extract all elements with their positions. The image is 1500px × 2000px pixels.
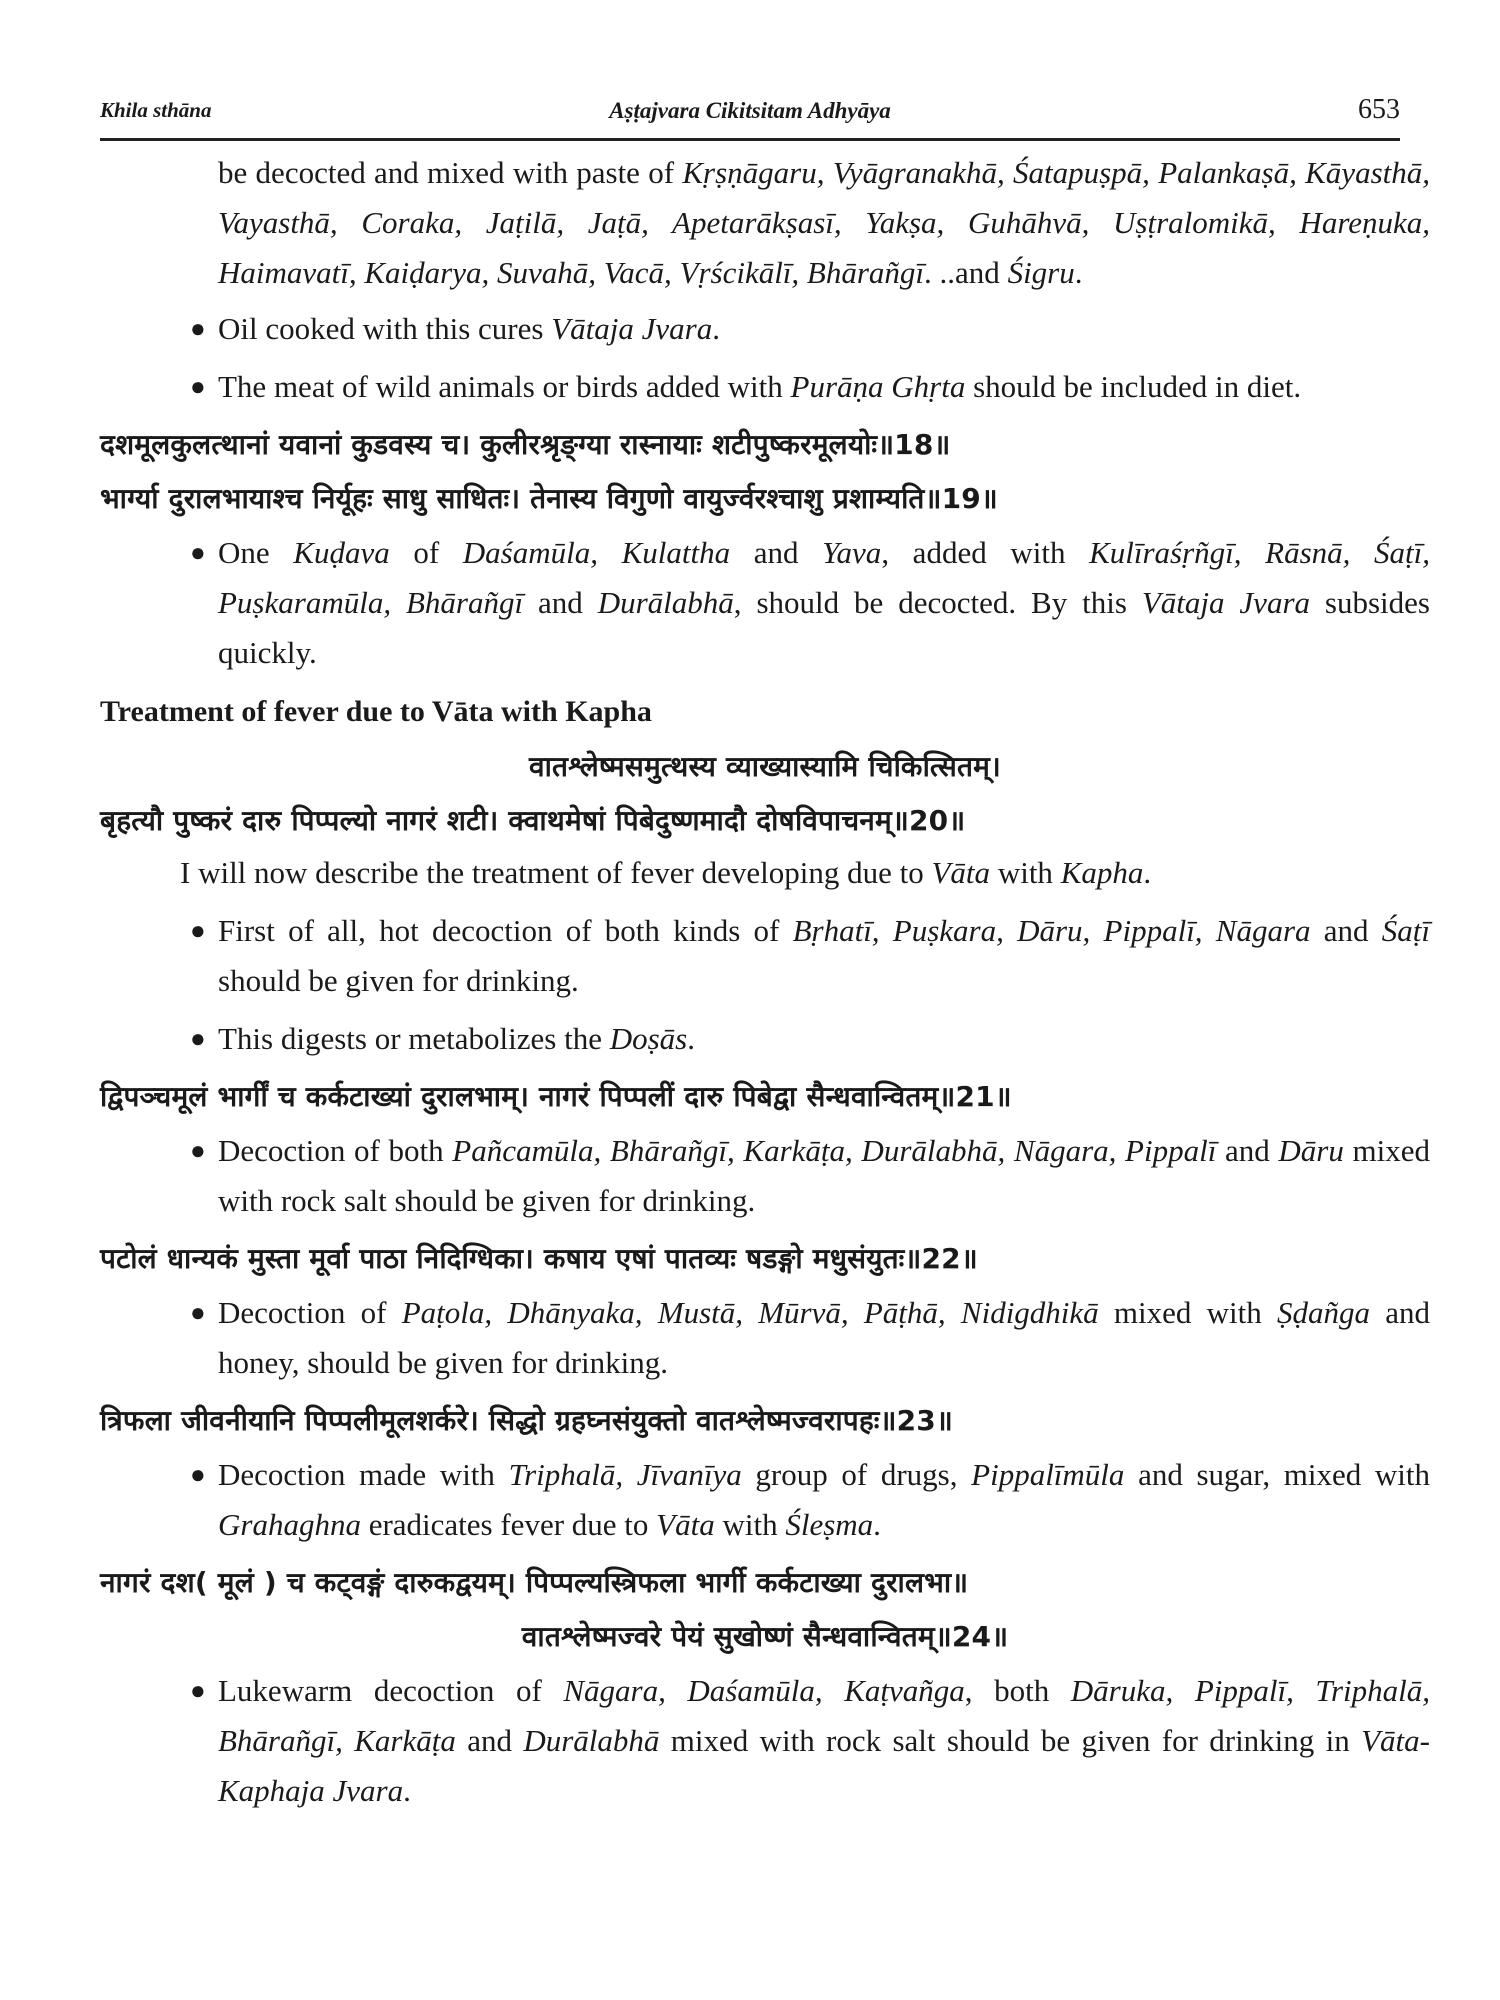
term: Bṛhatī, Puṣkara, Dāru, Pippalī, Nāgara: [792, 913, 1311, 948]
sanskrit-verse-23: त्रिफला जीवनीयानि पिप्पलीमूलशर्करे। सिद्धो ग्रहघ्नसंयुक्तो वातश्लेष्मज्वरापहः॥23॥: [100, 1404, 953, 1437]
text-run: and: [1216, 1133, 1279, 1168]
text-run: and: [523, 585, 598, 620]
text-run: Decoction of: [218, 1295, 402, 1330]
text-run: and: [1310, 913, 1382, 948]
text-run: and: [730, 535, 823, 570]
term: Vāta: [931, 855, 991, 890]
text-run: .: [403, 1773, 411, 1808]
sanskrit-verse-19: भार्ग्या दुरालभायाश्च निर्यूहः साधु साधितः। तेनास्य विगुणो वायुर्ज्वरश्चाशु प्रशाम्यति॥19॥: [100, 482, 998, 515]
bullet-dot-icon: ●: [190, 1024, 206, 1053]
text-run: .: [873, 1507, 881, 1542]
text-run: mixed with: [1098, 1295, 1277, 1330]
text-run: Lukewarm decoction of: [218, 1673, 564, 1708]
sanskrit-verse-21: द्विपञ्चमूलं भार्गीं च कर्कटाख्यां दुरालभाम्। नागरं पिप्पलीं दारु पिबेद्वा सैन्धवान्वितम्॥21॥: [100, 1080, 1012, 1113]
bullet-item: [190, 1450, 1430, 1550]
page-body: [100, 148, 1430, 1824]
term: Vāta- Kaphaja Jvara: [218, 1723, 1430, 1808]
bullet-item: [190, 906, 1430, 1006]
text-run: .: [1143, 855, 1152, 890]
text-run: I will now describe the treatment of fever developing due to: [180, 855, 932, 890]
term: Pippalīmūla: [971, 1457, 1125, 1492]
text-run: mixed with rock salt should be given for drinking.: [218, 1133, 1430, 1218]
bullet-dot-icon: ●: [190, 1676, 206, 1705]
term: Kapha: [1060, 855, 1144, 890]
term: Triphalā, Jīvanīya: [508, 1457, 742, 1492]
running-header: [100, 94, 1400, 141]
term: Kulīraśṛñgī, Rāsnā, Śaṭī, Puṣkaramūla, Bhārañgī: [218, 535, 1431, 620]
intro-paragraph: [180, 848, 1430, 898]
bullet-dot-icon: ●: [190, 1298, 206, 1327]
term: Daśamūla, Kulattha: [462, 535, 731, 570]
header-section-name: Khila sthāna: [100, 98, 212, 122]
bullet-item: [190, 1014, 1430, 1064]
sanskrit-verse-24b: वातश्लेष्मज्वरे पेयं सुखोष्णं सैन्धवान्वितम्॥24॥: [521, 1620, 1009, 1653]
bullet-item: [190, 1666, 1430, 1816]
section-heading: Treatment of fever due to Vāta with Kapha: [100, 695, 652, 728]
term: Kuḍava: [293, 535, 390, 570]
text-run: group of drugs,: [741, 1457, 972, 1492]
paragraph-continued: [218, 148, 1430, 298]
sanskrit-verse-20a: वातश्लेष्मसमुत्थस्य व्याख्यास्यामि चिकित्सितम्।: [529, 750, 1001, 783]
term: Durālabhā: [523, 1723, 660, 1758]
term: Vātaja Jvara: [1141, 585, 1311, 620]
term: Durālabhā: [597, 585, 734, 620]
text-run: Decoction of both: [218, 1133, 453, 1168]
text-run: First of all, hot decoction of both kinds of: [218, 913, 793, 948]
bullet-item: [190, 528, 1431, 678]
term: Paṭola, Dhānyaka, Mustā, Mūrvā, Pāṭhā, Nidigdhikā: [401, 1295, 1099, 1330]
text-run: and sugar, mixed with: [1124, 1457, 1430, 1492]
term: Pañcamūla, Bhārañgī, Karkāṭa, Durālabhā, Nāgara, Pippalī: [452, 1133, 1217, 1168]
text-run: The meat of wild animals or birds added with: [218, 369, 791, 404]
text-run: . ..and: [924, 255, 1008, 290]
bullet-dot-icon: ●: [190, 372, 206, 401]
text-run: should be given for drinking.: [218, 963, 579, 998]
drug-list: Kṛṣṇāgaru, Vyāgranakhā, Śatapuṣpā, Palankaṣā, Kāyasthā, Vayasthā, Coraka, Jaṭilā, Jaṭā, Apetarākṣasī, Yakṣa, Guhāhvā, Uṣṭralomikā, Hareṇuka, Haimavatī, Kaiḍarya, Suvahā, Vacā, Vṛścikālī, Bhārañgī: [218, 155, 1430, 290]
text-run: of: [389, 535, 463, 570]
text-run: and: [455, 1723, 524, 1758]
drug-name: Śigru: [1007, 255, 1075, 290]
text-run: .: [687, 1021, 695, 1056]
header-chapter-title: Aṣṭajvara Cikitsitam Adhyāya: [609, 98, 891, 123]
text-run: , should be decocted. By this: [733, 585, 1142, 620]
text-run: , both: [964, 1673, 1071, 1708]
sanskrit-verse-24a: नागरं दश( मूलं ) च कट्वङ्गं दारुकद्वयम्। पिप्पल्यस्त्रिफला भार्गी कर्कटाख्या दुरालभा॥: [100, 1566, 969, 1599]
bullet-dot-icon: ●: [190, 538, 206, 567]
term: Ṣḍañga: [1277, 1295, 1370, 1330]
term: Vātaja Jvara: [551, 311, 713, 346]
term: Śleṣma: [785, 1507, 874, 1542]
bullet-dot-icon: ●: [190, 314, 206, 343]
text-run: This digests or metabolizes the: [218, 1021, 610, 1056]
bullet-item: [190, 304, 1430, 354]
sanskrit-verse-18: दशमूलकुलत्थानां यवानां कुडवस्य च। कुलीरश्रृङ्ग्या रास्नायाः शटीपुष्करमूलयोः॥18॥: [100, 428, 951, 461]
bullet-item: [190, 1126, 1430, 1226]
text-run: Decoction made with: [218, 1457, 509, 1492]
bullet-item: [190, 1288, 1430, 1388]
sanskrit-verse-22: पटोलं धान्यकं मुस्ता मूर्वा पाठा निदिग्धिका। कषाय एषां पातव्यः षडङ्गो मधुसंयुतः॥22॥: [100, 1242, 978, 1275]
term: Dāru: [1278, 1133, 1344, 1168]
term: Grahaghna: [218, 1507, 361, 1542]
text-run: , added with: [881, 535, 1090, 570]
sanskrit-verse-20b: बृहत्यौ पुष्करं दारु पिप्पल्यो नागरं शटी। क्वाथमेषां पिबेदुष्णमादौ दोषविपाचनम्॥20॥: [100, 804, 966, 837]
bullet-dot-icon: ●: [190, 1460, 206, 1489]
term: Śaṭī: [1381, 913, 1430, 948]
text-run: .: [712, 311, 720, 346]
text-run: and honey, should be given for drinking.: [218, 1295, 1430, 1380]
text-run: with: [714, 1507, 786, 1542]
bullet-dot-icon: ●: [190, 1136, 206, 1165]
text-run: subsides quickly.: [218, 585, 1430, 670]
term: Vāta: [656, 1507, 715, 1542]
text-run: mixed with rock salt should be given for drinking in: [659, 1723, 1362, 1758]
text-run: be decocted and mixed with paste of: [218, 155, 683, 190]
text-run: eradicates fever due to: [360, 1507, 657, 1542]
bullet-dot-icon: ●: [190, 916, 206, 945]
term: Yava: [822, 535, 882, 570]
term: Doṣās: [609, 1021, 688, 1056]
term: Dāruka, Pippalī, Triphalā, Bhārañgī, Karkāṭa: [218, 1673, 1430, 1758]
text-run: One: [218, 535, 294, 570]
term: Purāṇa Ghṛta: [790, 369, 966, 404]
bullet-item: [190, 362, 1430, 412]
page-number: 653: [1358, 94, 1400, 125]
text-run: .: [1074, 255, 1083, 290]
term: Nāgara, Daśamūla, Kaṭvañga: [563, 1673, 965, 1708]
text-run: Oil cooked with this cures: [218, 311, 552, 346]
text-run: with: [990, 855, 1061, 890]
text-run: should be included in diet.: [965, 369, 1302, 404]
